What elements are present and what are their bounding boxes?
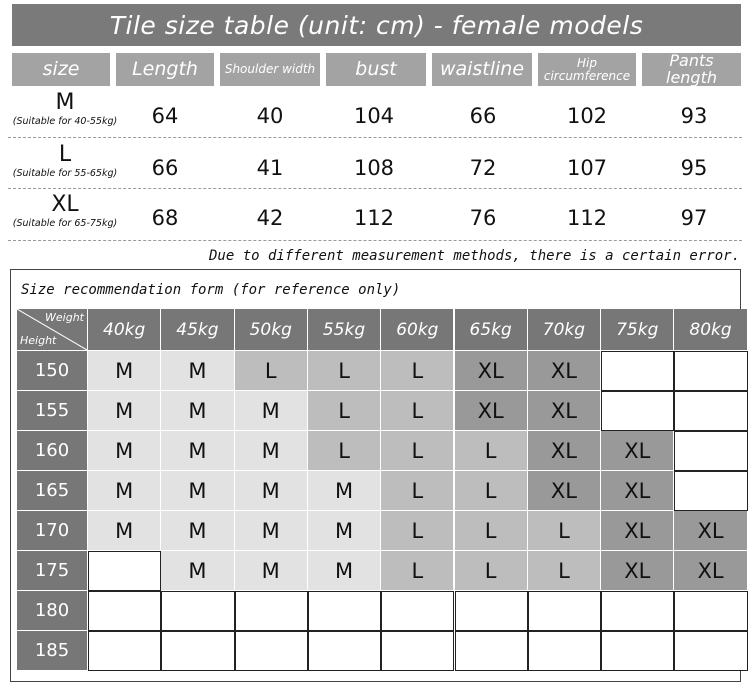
size-recommendation-cell: XL <box>601 511 674 551</box>
size-recommendation-cell: M <box>88 391 161 431</box>
size-recommendation-cell <box>528 591 601 631</box>
size-recommendation-cell: L <box>455 431 528 471</box>
column-header: Pants length <box>642 53 741 86</box>
size-recommendation-cell: XL <box>601 471 674 511</box>
size-recommendation-cell: M <box>308 551 381 591</box>
measurement-value: 107 <box>566 156 608 180</box>
size-recommendation-cell: L <box>455 471 528 511</box>
measurement-note: Due to different measurement methods, there is a certain error. <box>208 248 740 264</box>
measurement-value: 41 <box>256 156 284 180</box>
size-recommendation-cell: XL <box>674 551 747 591</box>
height-header: 180 <box>17 591 88 631</box>
height-header: 185 <box>17 631 88 671</box>
size-recommendation-cell: L <box>455 511 528 551</box>
weight-header: 80kg <box>674 309 747 351</box>
size-recommendation-cell <box>381 631 454 671</box>
size-recommendation-cell: XL <box>601 431 674 471</box>
size-recommendation-cell: M <box>235 431 308 471</box>
size-recommendation-cell: XL <box>674 511 747 551</box>
size-recommendation-cell: XL <box>528 471 601 511</box>
size-recommendation-cell: L <box>381 511 454 551</box>
measurement-value: 104 <box>353 104 395 128</box>
size-recommendation-cell: L <box>528 511 601 551</box>
recommendation-title: Size recommendation form (for reference only) <box>21 282 401 298</box>
column-header: Hip circumference <box>538 53 636 86</box>
size-recommendation-cell: L <box>381 351 454 391</box>
size-recommendation-cell: L <box>235 351 308 391</box>
size-recommendation-cell <box>308 591 381 631</box>
height-header: 170 <box>17 511 88 551</box>
weight-header: 60kg <box>381 309 454 351</box>
column-header: size <box>12 53 110 86</box>
measurement-value: 66 <box>151 156 179 180</box>
size-recommendation-cell <box>601 351 674 391</box>
measurement-value: 95 <box>680 156 708 180</box>
measurement-value: 66 <box>469 104 497 128</box>
size-recommendation-cell: XL <box>601 551 674 591</box>
measurement-value: 40 <box>256 104 284 128</box>
size-name: XL <box>51 192 79 217</box>
size-recommendation-cell <box>674 471 747 511</box>
size-recommendation-cell <box>381 591 454 631</box>
size-recommendation-cell: M <box>235 391 308 431</box>
size-weight-note: (Suitable for 55-65kg) <box>12 168 118 179</box>
height-header: 155 <box>17 391 88 431</box>
weight-header: 40kg <box>88 309 161 351</box>
size-recommendation-cell: XL <box>528 351 601 391</box>
size-recommendation-cell <box>88 591 161 631</box>
weight-header: 50kg <box>235 309 308 351</box>
height-header: 175 <box>17 551 88 591</box>
size-recommendation-cell <box>235 591 308 631</box>
size-label <box>0 194 130 229</box>
size-recommendation-cell: M <box>88 511 161 551</box>
weight-header: 70kg <box>528 309 601 351</box>
row-divider <box>8 188 742 189</box>
size-recommendation-cell: L <box>308 351 381 391</box>
size-recommendation-cell: L <box>381 431 454 471</box>
row-divider <box>8 240 742 241</box>
weight-header: 65kg <box>455 309 528 351</box>
size-weight-note: (Suitable for 40-55kg) <box>12 116 118 127</box>
height-header: 165 <box>17 471 88 511</box>
row-divider <box>8 137 742 138</box>
size-recommendation-cell <box>161 591 234 631</box>
size-name: L <box>58 142 72 167</box>
column-header: Shoulder width <box>220 53 320 86</box>
size-recommendation-cell: M <box>235 551 308 591</box>
size-recommendation-cell: XL <box>455 351 528 391</box>
size-recommendation-cell: L <box>381 471 454 511</box>
column-header: Length <box>116 53 214 86</box>
size-recommendation-cell: M <box>161 391 234 431</box>
weight-header: 45kg <box>161 309 234 351</box>
size-recommendation-cell <box>601 591 674 631</box>
weight-height-corner <box>17 309 88 351</box>
size-recommendation-cell: L <box>528 551 601 591</box>
height-header: 150 <box>17 351 88 391</box>
size-recommendation-cell <box>674 631 747 671</box>
size-recommendation-cell: M <box>235 511 308 551</box>
size-recommendation-cell <box>601 391 674 431</box>
size-recommendation-cell <box>674 391 747 431</box>
size-recommendation-cell <box>88 551 161 591</box>
size-recommendation-cell: M <box>88 351 161 391</box>
measurement-value: 42 <box>256 206 284 230</box>
size-weight-note: (Suitable for 65-75kg) <box>12 218 118 229</box>
size-recommendation-cell: XL <box>455 391 528 431</box>
size-recommendation-cell <box>528 631 601 671</box>
size-recommendation-cell <box>674 351 747 391</box>
measurement-value: 102 <box>566 104 608 128</box>
size-recommendation-cell <box>308 631 381 671</box>
measurement-value: 68 <box>151 206 179 230</box>
size-recommendation-cell: M <box>88 471 161 511</box>
measurement-value: 112 <box>566 206 608 230</box>
measurement-value: 64 <box>151 104 179 128</box>
measurement-value: 108 <box>353 156 395 180</box>
measurement-value: 97 <box>680 206 708 230</box>
corner-weight-label: Weight <box>45 311 84 324</box>
size-recommendation-cell: M <box>161 511 234 551</box>
size-recommendation-cell: L <box>381 391 454 431</box>
size-recommendation-cell <box>455 631 528 671</box>
size-recommendation-cell: L <box>308 391 381 431</box>
size-recommendation-cell: L <box>381 551 454 591</box>
size-recommendation-cell: M <box>88 431 161 471</box>
measurement-value: 76 <box>469 206 497 230</box>
size-recommendation-cell <box>674 431 747 471</box>
size-recommendation-cell: M <box>308 511 381 551</box>
size-label <box>0 92 130 127</box>
size-recommendation-cell: M <box>235 471 308 511</box>
size-recommendation-cell: M <box>161 551 234 591</box>
size-recommendation-cell: M <box>308 471 381 511</box>
corner-height-label: Height <box>20 334 57 347</box>
size-recommendation-cell: XL <box>528 431 601 471</box>
size-label <box>0 144 130 179</box>
size-recommendation-cell: M <box>161 471 234 511</box>
size-recommendation-cell: L <box>308 431 381 471</box>
measurement-value: 112 <box>353 206 395 230</box>
weight-header: 55kg <box>308 309 381 351</box>
size-recommendation-cell: L <box>455 551 528 591</box>
height-header: 160 <box>17 431 88 471</box>
size-recommendation-cell <box>674 591 747 631</box>
size-recommendation-cell <box>235 631 308 671</box>
size-recommendation-cell: XL <box>528 391 601 431</box>
table-title: Tile size table (unit: cm) - female models <box>12 4 741 46</box>
size-recommendation-cell <box>455 591 528 631</box>
size-recommendation-cell: M <box>161 351 234 391</box>
measurement-value: 93 <box>680 104 708 128</box>
size-recommendation-cell <box>601 631 674 671</box>
size-name: M <box>55 90 75 115</box>
size-recommendation-cell <box>161 631 234 671</box>
weight-header: 75kg <box>601 309 674 351</box>
column-header: waistline <box>432 53 532 86</box>
size-recommendation-cell: M <box>161 431 234 471</box>
measurement-value: 72 <box>469 156 497 180</box>
size-recommendation-cell <box>88 631 161 671</box>
column-header: bust <box>326 53 426 86</box>
